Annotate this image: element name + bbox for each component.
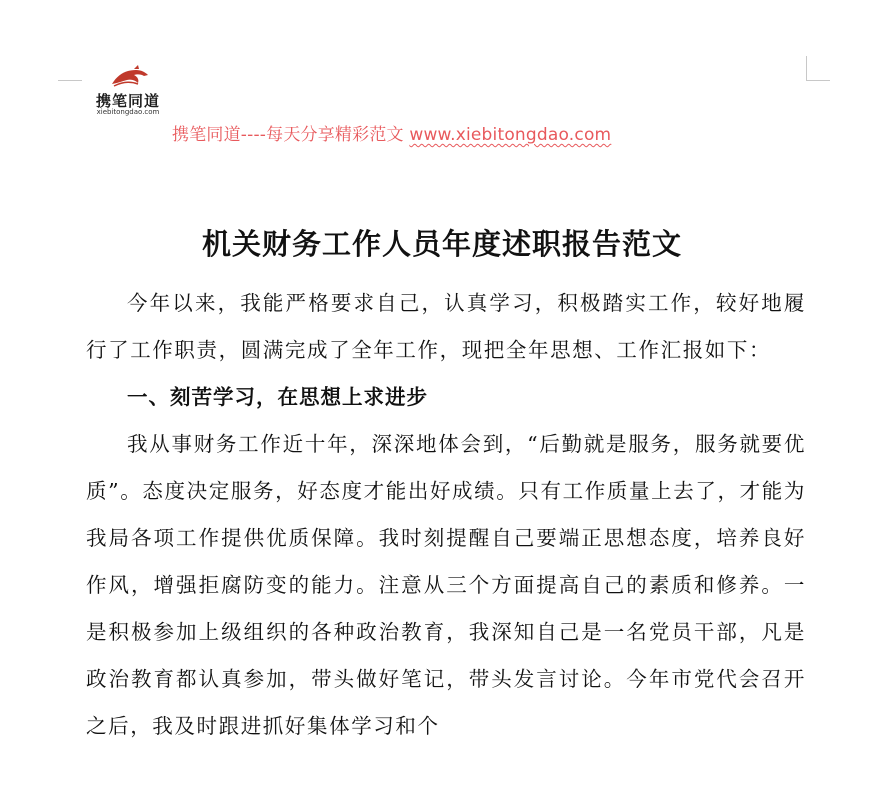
crop-mark-top-right-horizontal bbox=[806, 80, 830, 81]
crop-mark-top-left bbox=[58, 80, 82, 81]
horse-logo-icon bbox=[108, 64, 152, 90]
header-site-link[interactable]: www.xiebitongdao.com bbox=[409, 125, 612, 145]
logo-name: 携笔同道 bbox=[95, 92, 160, 110]
logo-url: xiebitongdao.com bbox=[96, 108, 160, 116]
document-title: 机关财务工作人员年度述职报告范文 bbox=[201, 227, 682, 261]
document-body bbox=[86, 280, 806, 750]
crop-mark-top-right-vertical bbox=[806, 56, 807, 80]
paragraph-intro: 今年以来，我能严格要求自己，认真学习，积极踏实工作，较好地履行了工作职责，圆满完成了全年工作，现把全年思想、工作汇报如下： bbox=[86, 291, 806, 362]
header-banner-text: 携笔同道----每天分享精彩范文 bbox=[172, 125, 410, 145]
paragraph-section-1: 我从事财务工作近十年，深深地体会到，“后勤就是服务，服务就要优质”。态度决定服务，好态度才能出好成绩。只有工作质量上去了，才能为我局各项工作提供优质保障。我时刻提醒自己要端正思想态度，培养良好作风，增强拒腐防变的能力。注意从三个方面提高自己的素质和修养。一是积极参加上级组织的各种政治教育，我深知自己是一名党员干部，凡是政治教育都认真参加，带头做好笔记，带头发言讨论。今年市党代会召开之后，我及时跟进抓好集体学习和个 bbox=[86, 432, 806, 738]
header-banner bbox=[172, 120, 611, 145]
section-heading-1: 一、刻苦学习，在思想上求进步 bbox=[127, 385, 428, 409]
site-logo bbox=[92, 64, 164, 120]
